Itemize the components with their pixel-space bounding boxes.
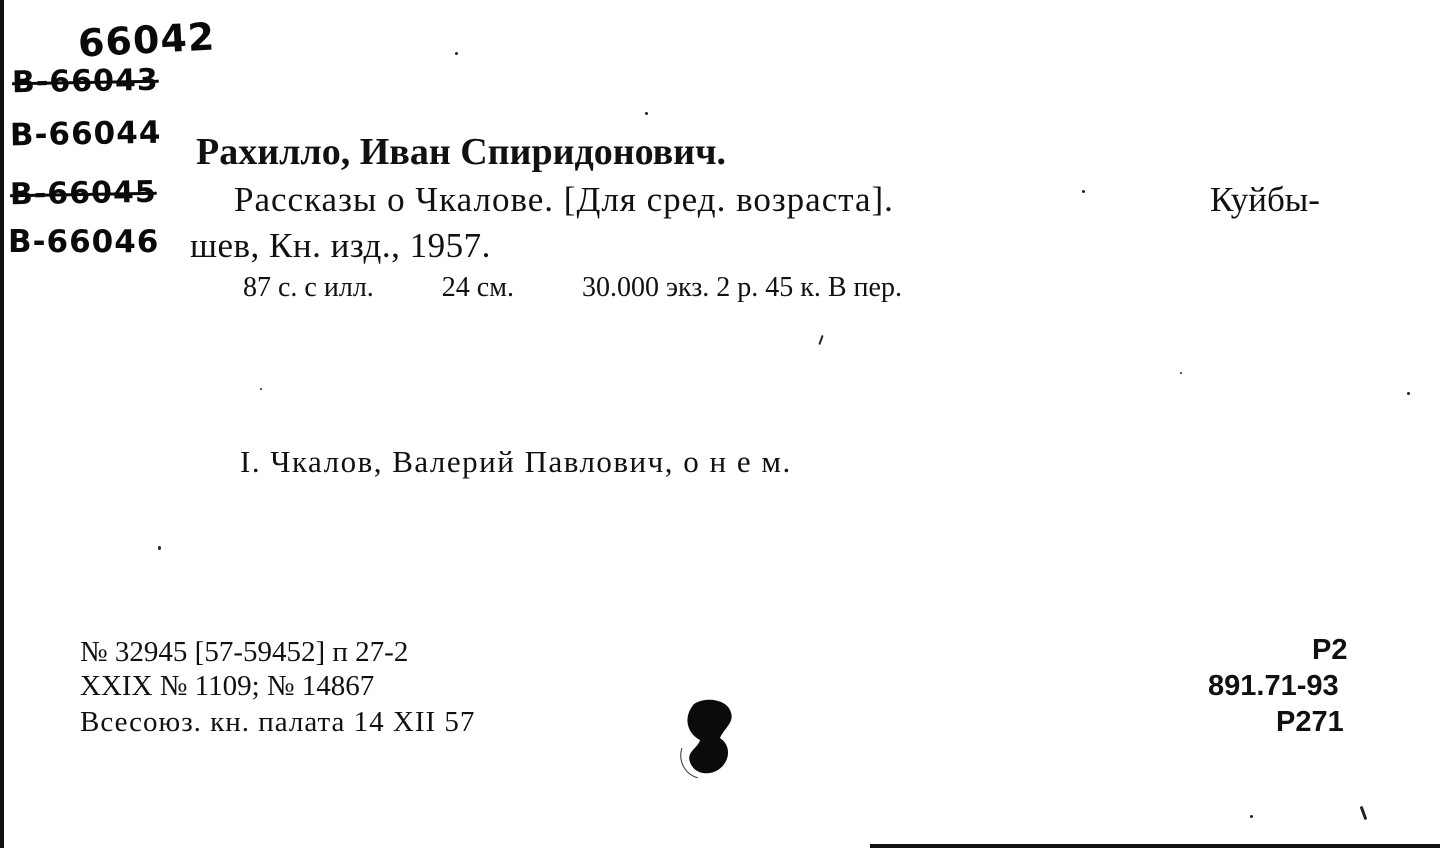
handwritten-inventory-number-struck: B-66045: [9, 174, 157, 213]
subject-heading: I. Чкалов, Валерий Павлович, о н е м.: [240, 444, 792, 479]
paper-speck: [1360, 806, 1368, 820]
ink-blot: [680, 696, 736, 778]
card-bottom-edge: [870, 844, 1440, 848]
imprint-line: шев, Кн. изд., 1957.: [190, 226, 491, 265]
paper-speck: [1250, 815, 1253, 818]
book-size: 24 см.: [441, 272, 514, 303]
publication-place-start: Куйбы-: [1210, 180, 1320, 219]
author-mark: Р271: [1276, 706, 1344, 738]
handwritten-inventory-number: B-66044: [9, 114, 162, 154]
handwritten-inventory-number: 66042: [76, 14, 217, 66]
paper-speck: [1082, 190, 1085, 193]
author-heading: Рахилло, Иван Спиридонович.: [196, 131, 726, 173]
handwritten-inventory-number-struck: B-66043: [11, 62, 159, 101]
paper-speck: [260, 388, 262, 390]
edition-price: 30.000 экз. 2 р. 45 к. В пер.: [581, 272, 902, 303]
paper-speck: [158, 546, 161, 550]
title-line: Рассказы о Чкалове. [Для сред. возраста].: [234, 180, 894, 219]
paper-speck: [645, 112, 648, 115]
paper-speck: [818, 335, 823, 345]
classification-code: 891.71-93: [1208, 670, 1339, 702]
paper-speck: [455, 52, 458, 55]
chamber-line: Всесоюз. кн. палата 14 XII 57: [80, 706, 476, 738]
physical-description: [243, 272, 902, 304]
card-left-edge: [0, 0, 4, 848]
paper-speck: [1180, 372, 1182, 374]
classification-index: Р2: [1312, 634, 1348, 666]
paper-speck: [1407, 392, 1410, 395]
page-count: 87 с. с илл.: [243, 272, 374, 303]
card-number-line: № 32945 [57-59452] п 27-2: [80, 636, 409, 668]
handwritten-inventory-number: B-66046: [8, 224, 160, 260]
registry-line: XXIX № 1109; № 14867: [80, 670, 375, 702]
